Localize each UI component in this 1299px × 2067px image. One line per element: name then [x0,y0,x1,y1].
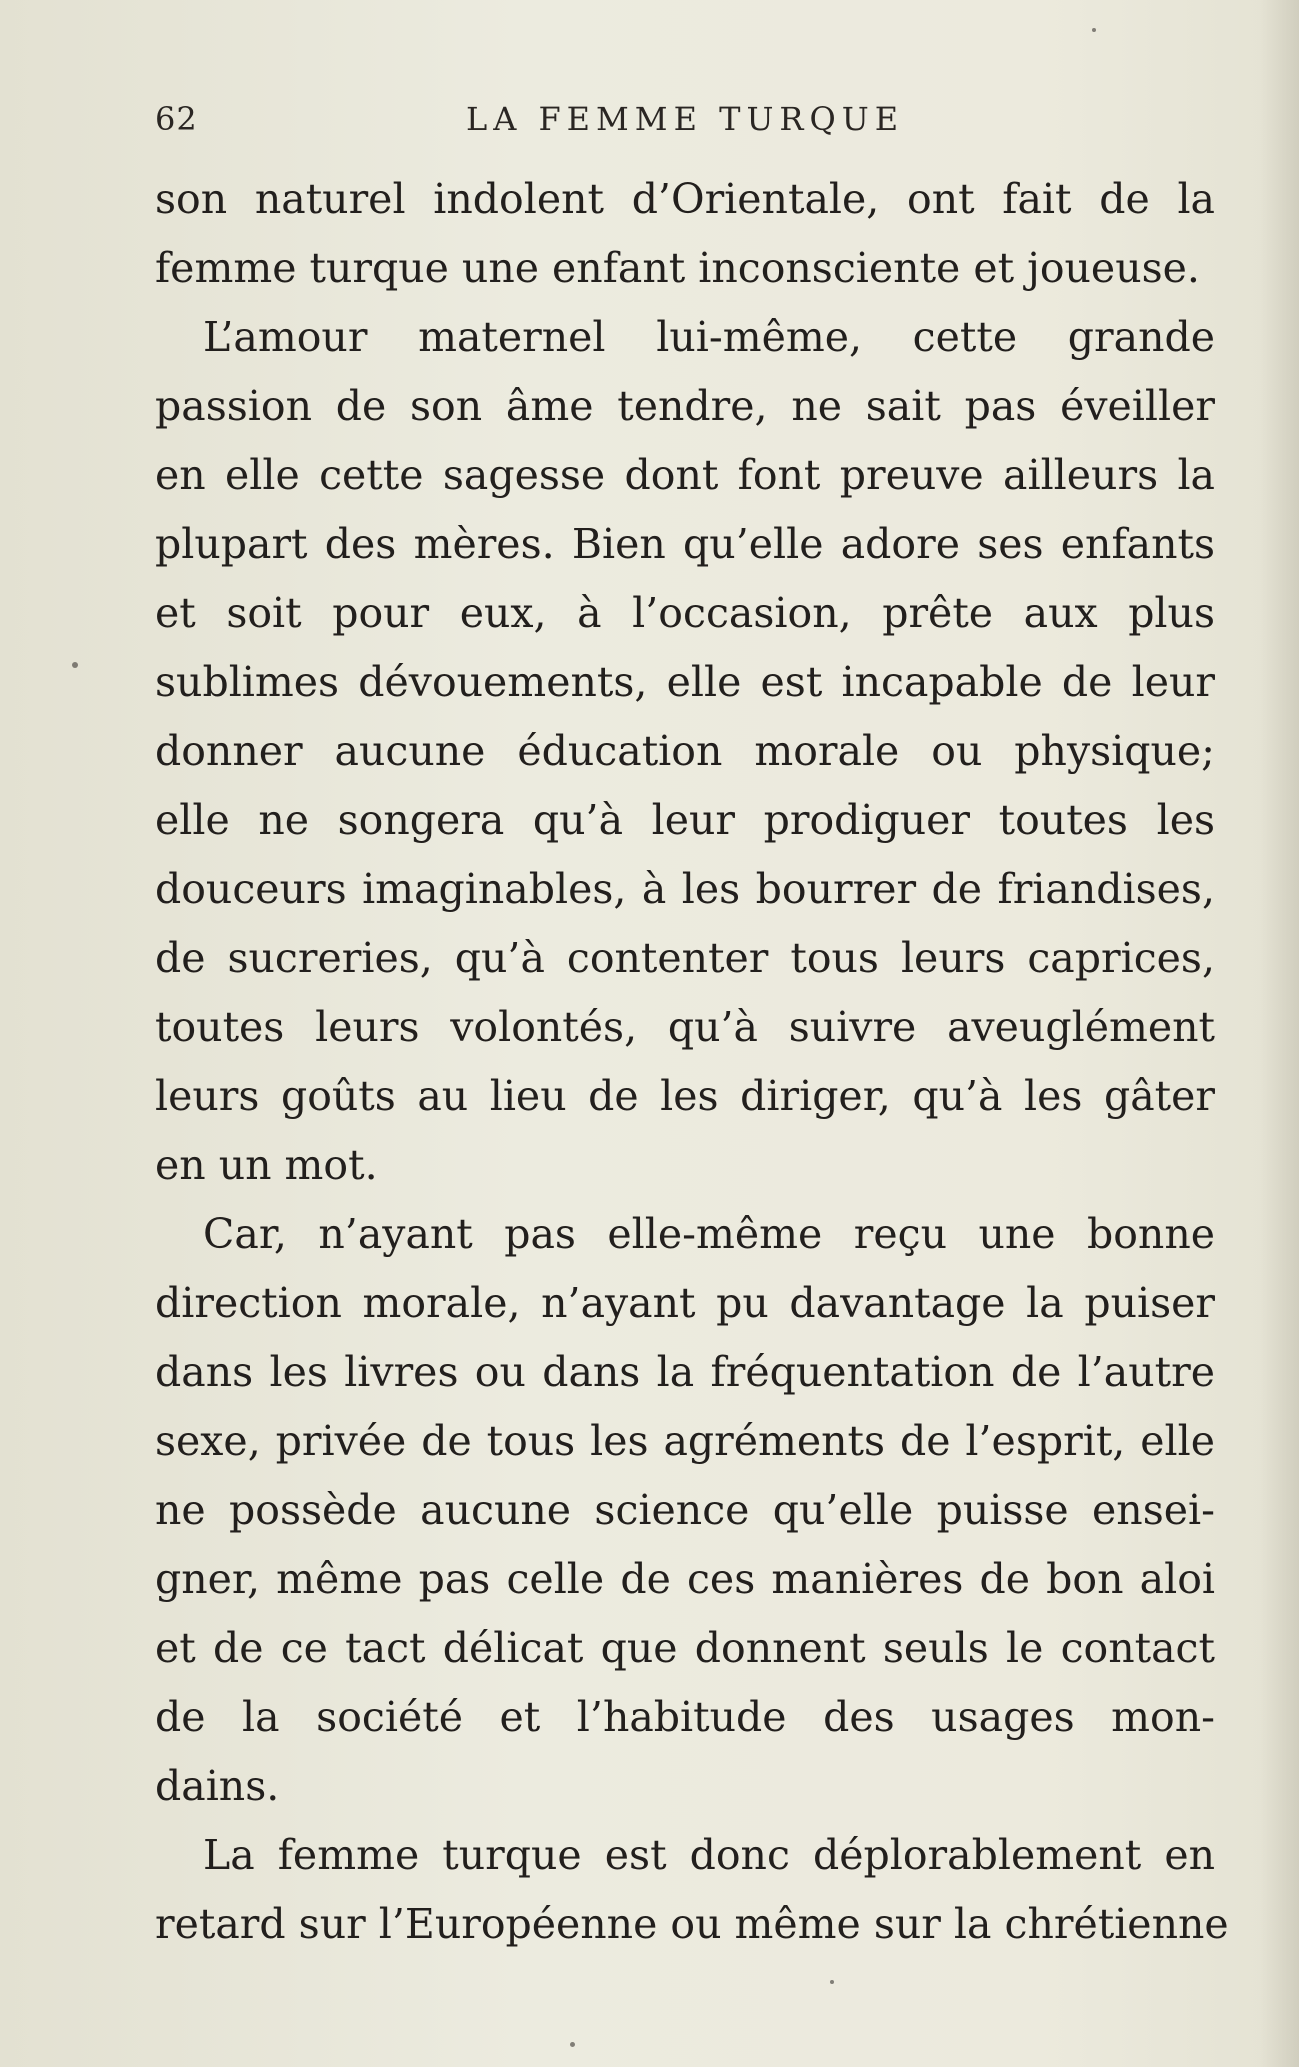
text-line: douceurs imaginables, à les bourrer de friandises, [155,865,1215,913]
text-line: La femme turque est donc déplorablement en [203,1831,1215,1879]
body-text [155,165,1229,1959]
text-line: donner aucune éducation morale ou physique; [155,727,1215,775]
text-line: toutes leurs volontés, qu’à suivre aveuglément [155,1003,1215,1051]
text-line: et de ce tact délicat que donnent seuls le contact [155,1624,1215,1672]
text-line: retard sur l’Européenne ou même sur la chrétienne [155,1900,1229,1948]
text-line: femme turque une enfant inconsciente et joueuse. [155,244,1200,292]
text-line: de la société et l’habitude des usages mon- [155,1693,1215,1741]
text-line: et soit pour eux, à l’occasion, prête aux plus [155,589,1215,637]
text-line: en un mot. [155,1141,378,1189]
text-line: passion de son âme tendre, ne sait pas éveiller [155,382,1215,430]
page-header [155,100,1155,140]
text-line: son naturel indolent d’Orientale, ont fait de la [155,175,1215,223]
text-line: dains. [155,1762,280,1810]
text-line: ne possède aucune science qu’elle puisse ensei- [155,1486,1215,1534]
text-line: Car, n’ayant pas elle-même reçu une bonne [203,1210,1215,1258]
text-line: plupart des mères. Bien qu’elle adore ses enfants [155,520,1215,568]
text-line: direction morale, n’ayant pu davantage la puiser [155,1279,1215,1327]
paper-speck [830,1980,834,1984]
text-line: sublimes dévouements, elle est incapable de leur [155,658,1215,706]
text-line: L’amour maternel lui-même, cette grande [203,313,1215,361]
text-line: sexe, privée de tous les agréments de l’esprit, elle [155,1417,1215,1465]
text-line: elle ne songera qu’à leur prodiguer toutes les [155,796,1215,844]
text-line: leurs goûts au lieu de les diriger, qu’à les gâter [155,1072,1215,1120]
page-edge-shadow [1259,0,1299,2067]
running-title: LA FEMME TURQUE [465,100,905,138]
text-line: dans les livres ou dans la fréquentation de l’autre [155,1348,1215,1396]
text-line: de sucreries, qu’à contenter tous leurs caprices, [155,934,1215,982]
text-line: en elle cette sagesse dont font preuve ailleurs la [155,451,1215,499]
page-number: 62 [155,100,198,138]
text-line: gner, même pas celle de ces manières de bon aloi [155,1555,1215,1603]
paper-speck [570,2042,575,2047]
paper-speck [1092,28,1096,32]
paper-speck [72,662,78,668]
